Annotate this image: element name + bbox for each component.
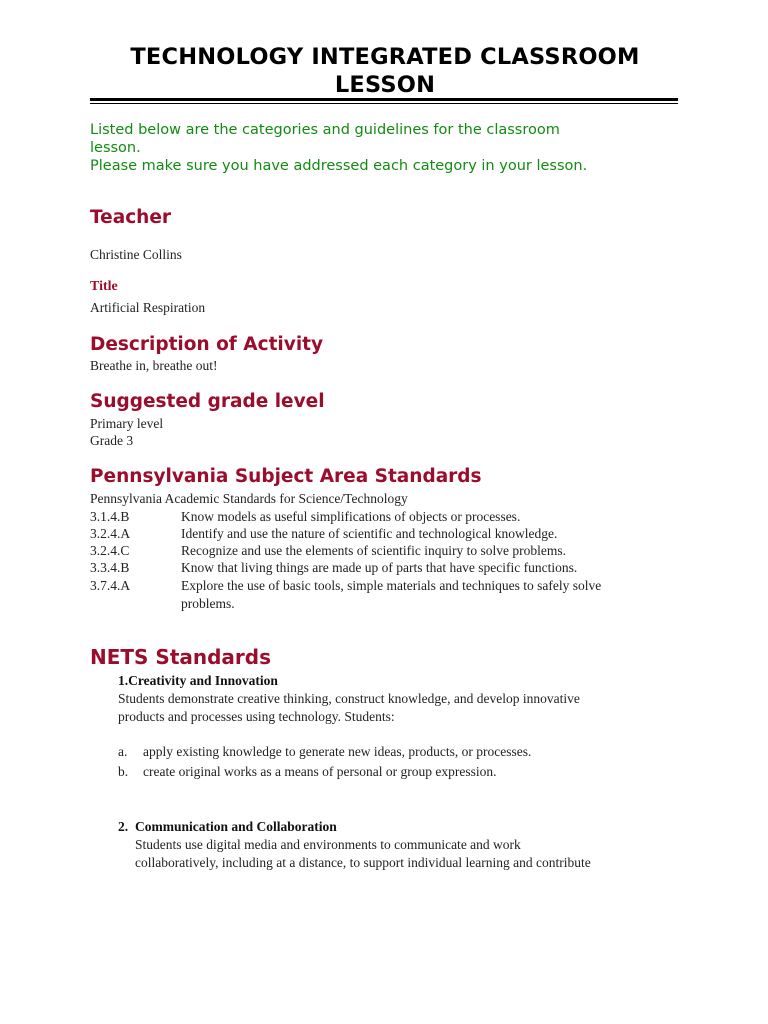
- title-line-1: TECHNOLOGY INTEGRATED CLASSROOM: [130, 44, 640, 70]
- pa-standards-subheading: Pennsylvania Academic Standards for Science/Technology: [90, 491, 408, 506]
- intro-text: [90, 121, 690, 175]
- title-rule-thick: [90, 98, 678, 101]
- list-item: apply existing knowledge to generate new ideas, products, or processes.: [143, 744, 532, 759]
- pa-standard-text: Know that living things are made up of parts that have specific functions.: [181, 560, 578, 575]
- lesson-title-heading: Title: [90, 279, 118, 294]
- intro-line-2: lesson.: [90, 140, 141, 156]
- pa-standard-code: 3.3.4.B: [90, 560, 130, 575]
- nets-standard-2-title: Communication and Collaboration: [135, 819, 337, 834]
- nets-standard-2-line-1: Students use digital media and environments to communicate and work: [135, 837, 521, 852]
- list-item: create original works as a means of personal or group expression.: [143, 764, 497, 779]
- grade-line-2: Grade 3: [90, 433, 134, 448]
- grade-heading: Suggested grade level: [90, 391, 325, 412]
- list-marker: a.: [118, 744, 128, 759]
- teacher-heading: Teacher: [90, 207, 172, 228]
- pa-standard-text: Explore the use of basic tools, simple materials and techniques to safely solve: [181, 578, 602, 593]
- pa-standard-text: Recognize and use the elements of scientific inquiry to solve problems.: [181, 543, 567, 558]
- nets-standard-1-line-1: Students demonstrate creative thinking, construct knowledge, and develop innovative: [118, 691, 580, 706]
- pa-standard-code: 3.2.4.A: [90, 526, 131, 541]
- title-line-2: LESSON: [334, 72, 436, 98]
- nets-standard-2-line-2: collaboratively, including at a distance, to support individual learning and contribute: [135, 855, 591, 870]
- nets-standard-2-number: 2.: [118, 819, 129, 834]
- pa-standard-code: 3.1.4.B: [90, 509, 130, 524]
- nets-heading: NETS Standards: [90, 645, 272, 669]
- pa-standard-code: 3.7.4.A: [90, 578, 131, 593]
- title-rule-thin: [90, 103, 678, 104]
- intro-line-1: Listed below are the categories and guidelines for the classroom: [90, 122, 560, 138]
- pa-standard-text: Know models as useful simplifications of objects or processes.: [181, 509, 521, 524]
- intro-line-3: Please make sure you have addressed each category in your lesson.: [90, 158, 588, 174]
- teacher-value: Christine Collins: [90, 247, 182, 262]
- document-title: [90, 43, 680, 99]
- description-heading: Description of Activity: [90, 334, 324, 355]
- pa-standard-code: 3.2.4.C: [90, 543, 130, 558]
- nets-standard-1-line-2: products and processes using technology. Students:: [118, 709, 395, 724]
- pa-standard-text-continued: problems.: [181, 596, 235, 611]
- grade-line-1: Primary level: [90, 416, 164, 431]
- nets-standard-1-title: 1.Creativity and Innovation: [118, 673, 278, 688]
- description-value: Breathe in, breathe out!: [90, 358, 218, 373]
- lesson-title-value: Artificial Respiration: [90, 300, 206, 315]
- list-marker: b.: [118, 764, 129, 779]
- pa-standards-heading: Pennsylvania Subject Area Standards: [90, 466, 482, 487]
- pa-standard-text: Identify and use the nature of scientific and technological knowledge.: [181, 526, 558, 541]
